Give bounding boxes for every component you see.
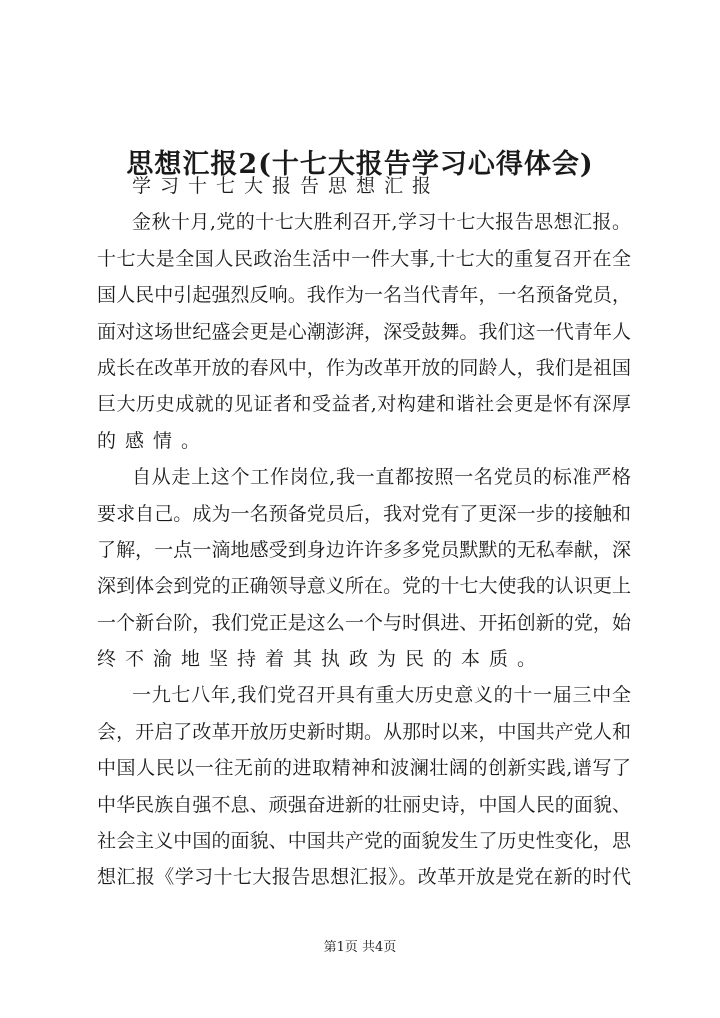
page-footer: 第1页 共4页	[323, 940, 397, 955]
text-line: 一个新台阶，我们党正是这么一个与时俱进、开拓创新的党，始	[97, 611, 631, 634]
text-line: 中华民族自强不息、顽强奋进新的壮丽史诗，中国人民的面貌、	[97, 793, 631, 816]
text-line: 自从走上这个工作岗位,我一直都按照一名党员的标准严格	[132, 466, 631, 489]
document-title: 思想汇报2(十七大报告学习心得体会)	[126, 149, 594, 180]
text-line: 学习十七大报告思想汇报	[132, 175, 441, 197]
text-line: 十七大是全国人民政治生活中一件大事,十七大的重复召开在全	[97, 247, 631, 270]
text-line: 了解，一点一滴地感受到身边许许多多党员默默的无私奉献，深	[97, 538, 631, 561]
text-line: 一九七八年,我们党召开具有重大历史意义的十一届三中全	[132, 684, 631, 707]
text-line: 面对这场世纪盛会更是心潮澎湃，深受鼓舞。我们这一代青年人	[97, 320, 631, 343]
text-line: 金秋十月,党的十七大胜利召开,学习十七大报告思想汇报。	[132, 211, 631, 234]
text-line: 巨大历史成就的见证者和受益者,对构建和谐社会更是怀有深厚	[97, 393, 631, 416]
text-line: 想汇报《学习十七大报告思想汇报》。改革开放是党在新的时代	[97, 866, 631, 889]
text-line: 深到体会到党的正确领导意义所在。党的十七大使我的认识更上	[97, 575, 631, 598]
text-line: 要求自己。成为一名预备党员后，我对党有了更深一步的接触和	[97, 502, 631, 525]
text-line: 社会主义中国的面貌、中国共产党的面貌发生了历史性变化，思	[97, 830, 631, 853]
text-line: 成长在改革开放的春风中，作为改革开放的同龄人，我们是祖国	[97, 356, 631, 379]
text-line: 会，开启了改革开放历史新时期。从那时以来，中国共产党人和	[97, 720, 631, 743]
text-line: 终不渝地坚持着其执政为民的本质。	[97, 648, 546, 671]
text-line: 中国人民以一往无前的进取精神和波澜壮阔的创新实践,谱写了	[97, 757, 631, 780]
document-body	[97, 168, 631, 896]
text-line: 的感情。	[97, 429, 210, 452]
text-line: 国人民中引起强烈反响。我作为一名当代青年，一名预备党员，	[97, 284, 631, 307]
